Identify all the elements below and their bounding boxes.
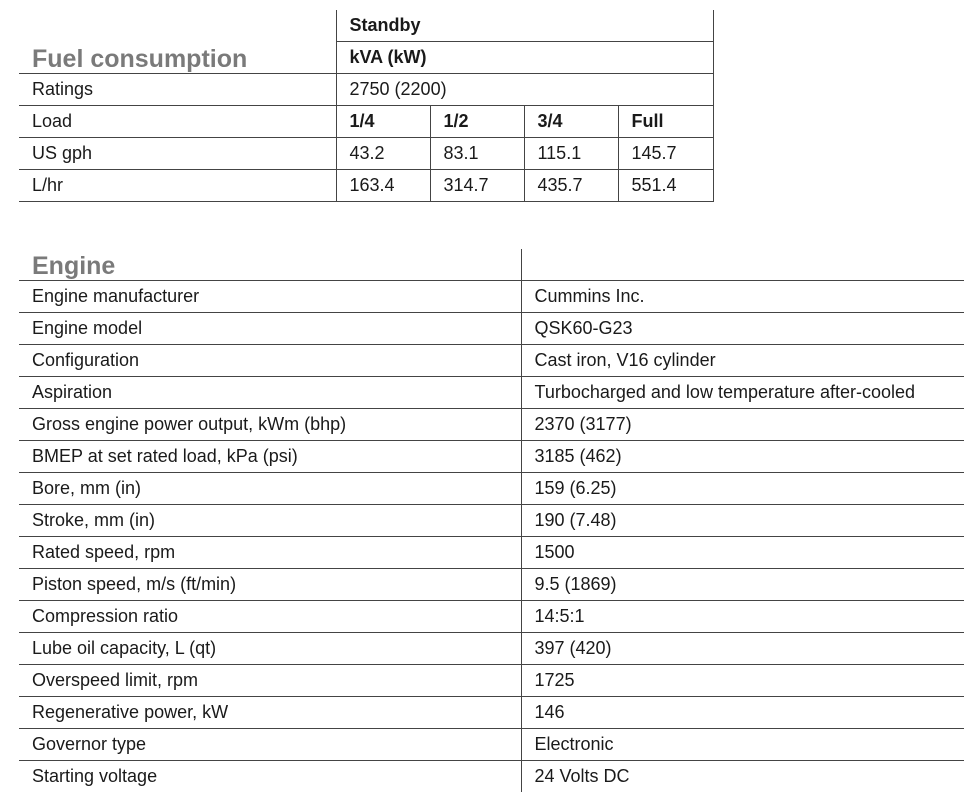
table-row: [19, 313, 964, 345]
row-value: Turbocharged and low temperature after-cooled: [521, 377, 964, 409]
row-label: Governor type: [19, 729, 521, 761]
row-value: 1500: [521, 537, 964, 569]
table-cell: 83.1: [430, 138, 524, 170]
row-value: 159 (6.25): [521, 473, 964, 505]
table-row: [19, 345, 964, 377]
table-row: [19, 281, 964, 313]
load-col-half: 1/2: [430, 106, 524, 138]
fuel-consumption-table: [19, 10, 714, 202]
row-value: 190 (7.48): [521, 505, 964, 537]
load-col-full: Full: [618, 106, 713, 138]
row-value: 24 Volts DC: [521, 761, 964, 793]
ratings-label: Ratings: [19, 74, 336, 106]
row-label: Configuration: [19, 345, 521, 377]
row-label: Rated speed, rpm: [19, 537, 521, 569]
table-row: [19, 473, 964, 505]
table-cell: 314.7: [430, 170, 524, 202]
load-label: Load: [19, 106, 336, 138]
row-label: L/hr: [19, 170, 336, 202]
unit-header: kVA (kW): [336, 42, 713, 74]
row-label: Stroke, mm (in): [19, 505, 521, 537]
row-value: 9.5 (1869): [521, 569, 964, 601]
table-row: [19, 170, 713, 202]
row-value: 14:5:1: [521, 601, 964, 633]
row-label: Piston speed, m/s (ft/min): [19, 569, 521, 601]
row-value: 3185 (462): [521, 441, 964, 473]
table-cell: 163.4: [336, 170, 430, 202]
table-row: [19, 409, 964, 441]
table-cell: 43.2: [336, 138, 430, 170]
table-row: [19, 697, 964, 729]
row-value: 2370 (3177): [521, 409, 964, 441]
load-row: [19, 106, 713, 138]
row-value: 1725: [521, 665, 964, 697]
table-row: [19, 633, 964, 665]
row-label: Engine manufacturer: [19, 281, 521, 313]
ratings-value: 2750 (2200): [336, 74, 713, 106]
row-label: Engine model: [19, 313, 521, 345]
row-label: Gross engine power output, kWm (bhp): [19, 409, 521, 441]
table-row: [19, 729, 964, 761]
row-value: Cummins Inc.: [521, 281, 964, 313]
row-label: BMEP at set rated load, kPa (psi): [19, 441, 521, 473]
table-row: [19, 441, 964, 473]
fuel-title-spacer: [19, 10, 336, 42]
engine-table: [19, 249, 964, 792]
engine-section-title: Engine: [19, 249, 521, 281]
load-col-quarter: 1/4: [336, 106, 430, 138]
row-value: 397 (420): [521, 633, 964, 665]
table-row: [19, 665, 964, 697]
row-label: Overspeed limit, rpm: [19, 665, 521, 697]
table-cell: 115.1: [524, 138, 618, 170]
table-row: [19, 138, 713, 170]
row-value: QSK60-G23: [521, 313, 964, 345]
row-label: Starting voltage: [32, 766, 158, 786]
load-col-three-quarter: 3/4: [524, 106, 618, 138]
table-row: [19, 377, 964, 409]
engine-header-blank: [521, 249, 964, 281]
row-label: Compression ratio: [19, 601, 521, 633]
row-value: Cast iron, V16 cylinder: [521, 345, 964, 377]
table-row: [19, 761, 964, 793]
table-cell: 145.7: [618, 138, 713, 170]
table-row: [19, 537, 964, 569]
row-value: 146: [521, 697, 964, 729]
table-cell: 435.7: [524, 170, 618, 202]
standby-header: Standby: [336, 10, 713, 42]
fuel-section-title: Fuel consumption: [19, 42, 336, 74]
table-row: [19, 569, 964, 601]
row-label: Bore, mm (in): [19, 473, 521, 505]
row-value: Electronic: [521, 729, 964, 761]
row-label: Lube oil capacity, L (qt): [19, 633, 521, 665]
table-row: [19, 601, 964, 633]
table-row: [19, 505, 964, 537]
row-label: Aspiration: [19, 377, 521, 409]
row-label: Regenerative power, kW: [19, 697, 521, 729]
row-label: US gph: [19, 138, 336, 170]
table-cell: 551.4: [618, 170, 713, 202]
